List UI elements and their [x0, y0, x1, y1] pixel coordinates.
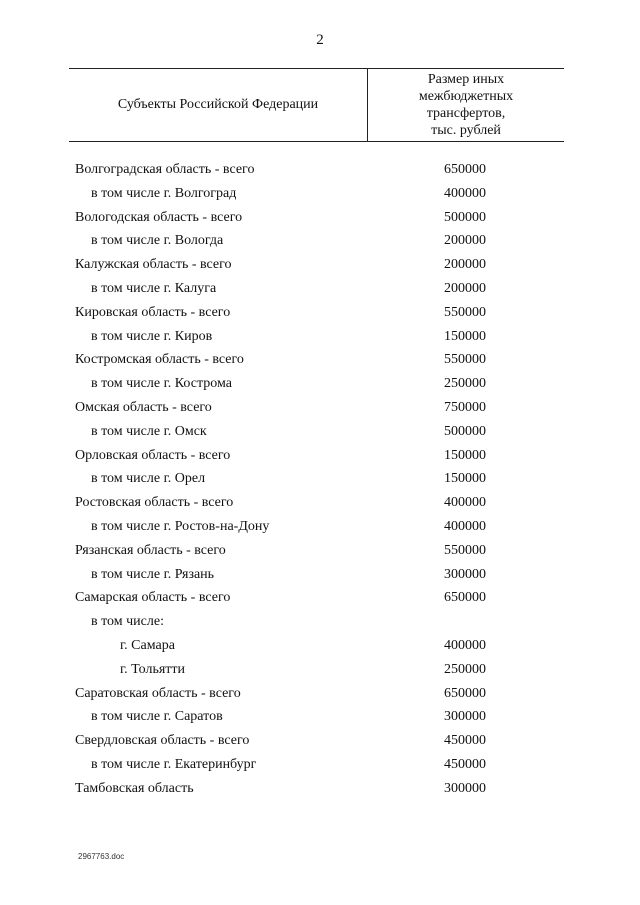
row-amount: 400000 — [444, 637, 486, 653]
table-row — [69, 658, 564, 682]
row-subject: в том числе г. Орел — [91, 471, 206, 487]
row-amount: 250000 — [444, 661, 486, 677]
row-amount: 200000 — [444, 280, 486, 296]
table-row — [69, 301, 564, 325]
header-subject — [69, 69, 367, 141]
transfers-table — [69, 68, 564, 796]
row-amount: 400000 — [444, 495, 486, 511]
row-amount: 250000 — [444, 376, 486, 392]
row-subject: в том числе г. Рязань — [91, 566, 215, 582]
row-amount: 450000 — [444, 733, 486, 749]
table-row — [69, 705, 564, 729]
row-amount: 400000 — [444, 185, 486, 201]
row-subject: г. Самара — [120, 637, 175, 653]
footer-file-code: 2967763.doc — [78, 852, 125, 861]
table-row — [69, 325, 564, 349]
table-row — [69, 372, 564, 396]
row-subject: в том числе г. Омск — [91, 423, 207, 439]
row-subject: Волгоградская область - всего — [75, 162, 255, 177]
row-amount: 550000 — [444, 542, 486, 558]
table-row — [69, 563, 564, 587]
row-subject: Омская область - всего — [75, 399, 212, 415]
table-row — [69, 206, 564, 230]
table-row — [69, 158, 564, 182]
row-amount: 650000 — [444, 685, 486, 701]
row-amount: 300000 — [444, 780, 486, 796]
row-subject: Калужская область - всего — [75, 257, 232, 273]
row-amount: 300000 — [444, 566, 486, 582]
row-amount: 150000 — [444, 471, 486, 487]
row-subject: Вологодская область - всего — [75, 209, 243, 225]
table-row — [69, 753, 564, 777]
header-amount-line: межбюджетных — [418, 89, 514, 104]
row-amount: 650000 — [444, 162, 486, 177]
table-row — [69, 539, 564, 563]
table-row — [69, 729, 564, 753]
table-row — [69, 229, 564, 253]
row-subject: Тамбовская область — [75, 780, 194, 796]
row-subject: в том числе г. Кострома — [91, 376, 232, 392]
row-subject: Орловская область - всего — [75, 447, 231, 463]
table-row — [69, 277, 564, 301]
row-amount: 200000 — [444, 257, 486, 273]
row-amount: 500000 — [444, 209, 486, 225]
page-number: 2 — [316, 32, 324, 48]
row-subject: в том числе г. Киров — [91, 328, 213, 344]
row-subject: в том числе г. Вологда — [91, 233, 224, 249]
header-amount-line: трансфертов, — [426, 106, 506, 121]
row-subject: г. Тольятти — [120, 661, 186, 677]
header-amount-line: Размер иных — [427, 72, 505, 87]
row-amount: 200000 — [444, 233, 486, 249]
row-amount: 550000 — [444, 352, 486, 368]
row-amount: 450000 — [444, 756, 486, 772]
table-row — [69, 467, 564, 491]
table-row — [69, 610, 564, 634]
row-subject: Костромская область - всего — [75, 352, 244, 368]
table-row — [69, 182, 564, 206]
table-row — [69, 253, 564, 277]
row-subject: в том числе г. Калуга — [91, 280, 217, 296]
row-amount: 500000 — [444, 423, 486, 439]
table-row — [69, 444, 564, 468]
table-row — [69, 515, 564, 539]
row-subject: в том числе г. Екатеринбург — [91, 756, 257, 772]
row-subject: Самарская область - всего — [75, 590, 231, 606]
header-amount — [368, 71, 564, 139]
row-amount: 400000 — [444, 518, 486, 534]
header-subject-label: Субъекты Российской Федерации — [117, 97, 319, 112]
row-subject: в том числе г. Саратов — [91, 709, 223, 725]
row-amount: 300000 — [444, 709, 486, 725]
table-row — [69, 396, 564, 420]
row-subject: в том числе г. Ростов-на-Дону — [91, 518, 270, 534]
table-row — [69, 682, 564, 706]
table-row — [69, 777, 564, 801]
row-subject: Саратовская область - всего — [75, 685, 241, 701]
table-header — [69, 68, 564, 142]
table-row — [69, 420, 564, 444]
table-row — [69, 634, 564, 658]
table-row — [69, 586, 564, 610]
row-amount: 650000 — [444, 590, 486, 606]
header-amount-line: тыс. рублей — [431, 123, 501, 138]
row-amount: 750000 — [444, 399, 486, 415]
row-subject: в том числе г. Волгоград — [91, 185, 237, 201]
row-amount: 550000 — [444, 304, 486, 320]
row-subject: Свердловская область - всего — [75, 733, 250, 749]
row-amount: 150000 — [444, 447, 486, 463]
table-row — [69, 348, 564, 372]
table-row — [69, 491, 564, 515]
row-subject: в том числе: — [91, 614, 164, 630]
row-subject: Ростовская область - всего — [75, 495, 234, 511]
row-subject: Кировская область - всего — [75, 304, 231, 320]
row-subject: Рязанская область - всего — [75, 542, 226, 558]
row-amount: 150000 — [444, 328, 486, 344]
table-body — [69, 158, 564, 801]
